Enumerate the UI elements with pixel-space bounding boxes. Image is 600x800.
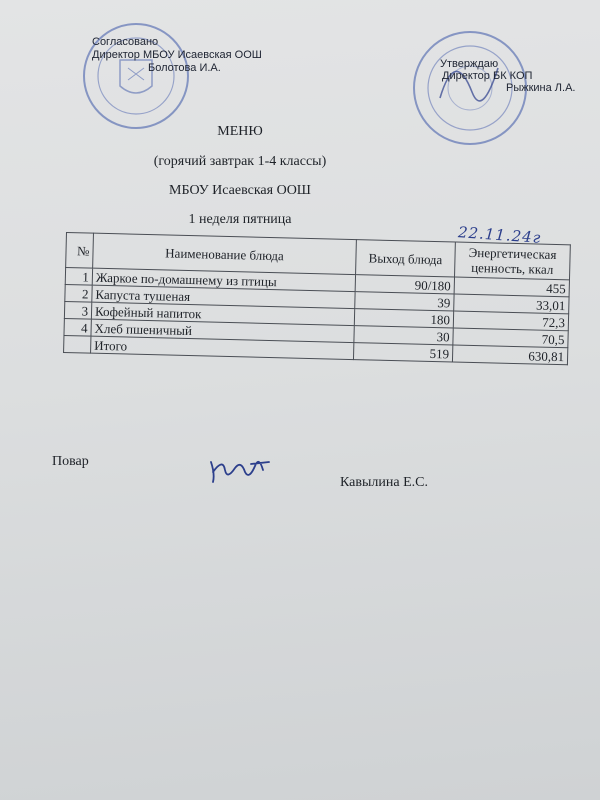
- cook-label: Повар: [52, 454, 89, 469]
- approval-block-left: [92, 36, 262, 75]
- column-header-number: №: [66, 233, 94, 269]
- row-number: 1: [65, 268, 92, 286]
- approval-right-line1: Утверждаю: [440, 58, 499, 70]
- total-number-cell: [64, 335, 91, 353]
- approval-right-name: Рыжкина Л.А.: [506, 82, 576, 94]
- dish-name: Жаркое по-домашнему из птицы: [92, 268, 355, 291]
- dish-energy: 72,3: [453, 311, 568, 331]
- dish-name: Хлеб пшеничный: [91, 319, 354, 342]
- row-number: 3: [64, 301, 91, 319]
- row-number: 4: [64, 318, 91, 336]
- column-header-dish: Наименование блюда: [93, 233, 357, 274]
- dish-output: 39: [355, 292, 454, 311]
- cook-signature: [205, 452, 275, 488]
- column-header-output: Выход блюда: [356, 240, 456, 277]
- approval-left-line2: Директор МБОУ Исаевская ООШ: [92, 49, 262, 61]
- handwritten-date: 22.11.24г: [457, 223, 542, 247]
- column-header-energy: Энергетическая ценность, ккал: [455, 242, 571, 280]
- approval-left-line1: Согласовано: [92, 36, 159, 48]
- week-day-label: 1 неделя пятница: [188, 212, 292, 227]
- approval-left-name: Болотова И.А.: [148, 62, 221, 74]
- dish-energy: 455: [454, 277, 569, 297]
- dish-energy: 33,01: [454, 294, 569, 314]
- total-output: 519: [353, 343, 452, 362]
- row-number: 2: [65, 284, 92, 302]
- document-subtitle: (горячий завтрак 1-4 классы): [153, 154, 327, 169]
- document-title: МЕНЮ: [217, 124, 263, 139]
- dish-name: Капуста тушеная: [92, 285, 355, 308]
- dish-name: Кофейный напиток: [91, 302, 354, 325]
- approval-right-line2: Директор БК КОП: [442, 70, 533, 82]
- total-label: Итого: [91, 336, 354, 359]
- dish-energy: 70,5: [453, 328, 568, 348]
- dish-output: 30: [354, 326, 453, 345]
- total-energy: 630,81: [452, 345, 567, 365]
- dish-output: 180: [354, 309, 453, 328]
- school-name: МБОУ Исаевская ООШ: [169, 183, 311, 198]
- dish-output: 90/180: [355, 275, 454, 294]
- approval-block-right: [440, 58, 575, 94]
- menu-table: [63, 232, 571, 365]
- cook-name: Кавылина Е.С.: [340, 475, 428, 490]
